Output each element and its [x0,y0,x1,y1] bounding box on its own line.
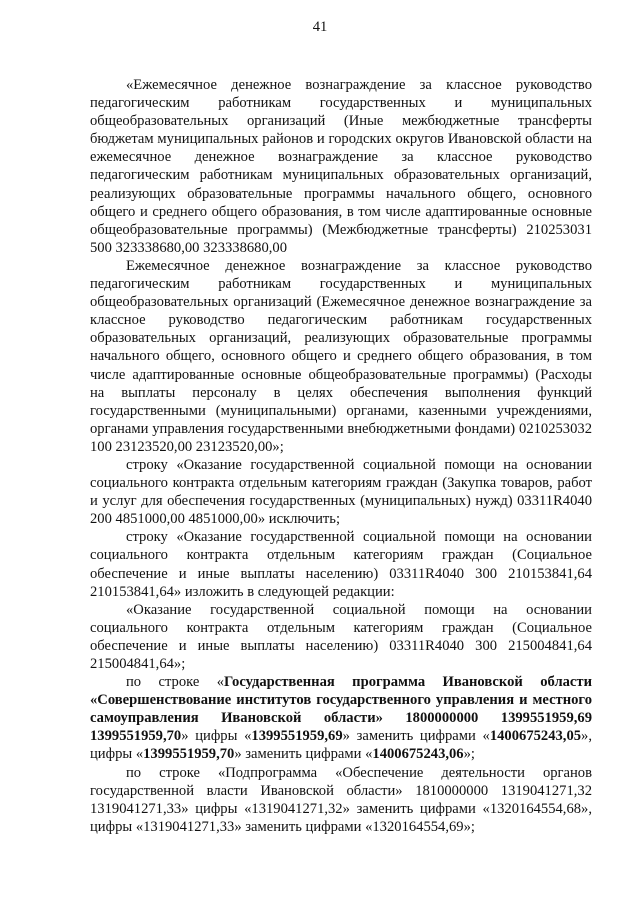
text-run: строку «Оказание государственной социальной помощи на основании социального контракта отдельным категориям граждан (Закупка товаров, работ и услуг для обеспечения государственных (муниципальных) нужд) 03311R4040 200 4851000,00 4851000,00» исключить; [90,456,592,528]
paragraph [90,673,592,763]
page-number: 41 [312,19,328,35]
bold-text-run: 1400675243,05 [489,728,582,745]
paragraph [90,528,592,600]
text-run: » заменить цифрами « [342,728,490,745]
text-run: », цифры « [90,728,592,763]
text-run: Ежемесячное денежное вознаграждение за классное руководство педагогическим работникам государственных и муниципальных общеобразовательных организаций (Ежемесячное денежное вознаграждение за классное руководство педагогическим работникам государственных образовательных организаций, реализующих образовательные программы начального общего, основного общего и среднего общего образования, в том числе адаптированные основные общеобразовательные программы) (Расходы на выплаты персоналу в целях обеспечения выполнения функций государственными (муниципальными) органами, казенными учреждениями, органами управления государственными внебюджетными фондами) 0210253032 100 23123520,00 23123520,00»; [90,257,592,455]
paragraph [90,764,592,836]
text-run: по строке «Подпрограмма «Обеспечение деятельности органов государственной власти Ивановской области» 1810000000 1319041271,32 1319041271,33» цифры «1319041271,32» заменить цифрами «1320164554,68», цифры «1319041271,33» заменить цифрами «1320164554,69»; [90,764,592,835]
text-run: «Оказание государственной социальной помощи на основании социального контракта отдельным категориям граждан (Социальное обеспечение и иные выплаты населению) 03311R4040 300 215004841,64 215004841,64»; [90,601,592,672]
text-run: »; [463,746,475,763]
paragraph [90,601,592,673]
bold-text-run: Государственная программа Ивановской области «Совершенствование институтов государственного управления и местного самоуправления Ивановской области» 1800000000 1399551959,69 1399551959,70 [90,674,592,745]
text-run: » заменить цифрами « [234,746,373,763]
bold-text-run: 1399551959,70 [143,746,235,763]
paragraph [90,76,592,257]
text-run: строку «Оказание государственной социальной помощи на основании социального контракта отдельным категориям граждан (Социальное обеспечение и иные выплаты населению) 03311R4040 300 210153841,64 210153841,64» изложить в следующей редакции: [90,529,592,600]
text-run: «Ежемесячное денежное вознаграждение за классное руководство педагогическим работникам государственных и муниципальных общеобразовательных организаций (Иные межбюджетные трансферты бюджетам муниципальных районов и городских округов Ивановской области на ежемесячное денежное вознаграждение за классное руководство педагогическим работникам муниципальных образовательных организаций, реализующих образовательные программы начального общего, основного общего и среднего общего образования, в том числе адаптированные основные общеобразовательные программы) (Межбюджетные трансферты) 210253031 500 323338680,00 323338680,00 [90,77,592,256]
text-run: » цифры « [181,728,252,745]
paragraph [90,257,592,456]
document-body [90,76,592,836]
bold-text-run: 1399551959,69 [251,728,343,745]
text-run: по строке « [126,674,225,691]
bold-text-run: 1400675243,06 [372,746,464,763]
paragraph [90,456,592,528]
